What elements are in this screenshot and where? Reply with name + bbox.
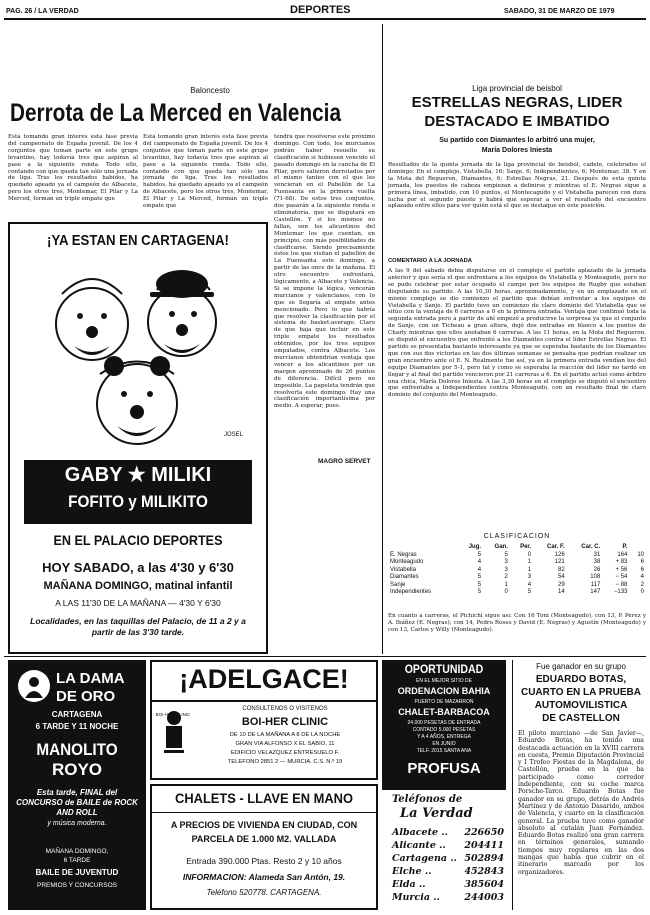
classification-header-cell: Per. [520,544,532,550]
classification-cell: 121 [554,559,565,565]
beisbol-section-label: Liga provincial de beisbol [472,84,562,93]
adelgace-hours: DE 10 DE LA MAÑANA A 8 DE LA NOCHE [229,732,341,738]
dama-artist1: MANOLITO [36,740,118,759]
chalets-rule [152,812,376,813]
telefono-city: Elche .. [392,866,432,877]
basket-body-col1b: Está tomando gran interés esta fase previa del campeonato de España juvenil. De los 4 conjuntos que toman parte en este grupo levantino, hay todavía tres que aspiran al pase a la siguiente ronda. Todo ello, contando con que queda tan sólo una jornada de liga. Tras los resultados habidos, ha quedado apeado ya el campeón de Albacete, pero los otros tres, Montemar, El Pilar y La Merced, forman un triple empate que [143,134,268,210]
chalets-ad [150,784,378,910]
classification-cell: Monteagudo [390,559,424,565]
botas-divider [512,660,513,910]
classification-header-cell [388,544,458,552]
circus-tickets: Localidades, en las taquillas del Palacio, de 11 a 2 y a partir de las 3'30 tarde. [30,616,246,637]
telefono-city: Cartagena .. [392,853,457,864]
classification-cell: 117 [590,581,601,588]
bottom-band-rule [4,656,646,657]
telefono-number: 226650 [464,827,504,838]
classification-cell: 5 [477,574,482,580]
basket-section-label: Baloncesto [190,86,230,95]
chalets-line1: A PRECIOS DE VIVIENDA EN CIUDAD, CON [170,820,358,830]
page-date: SABADO, 31 DE MARZO DE 1979 [504,8,615,15]
telefono-number: 204411 [464,840,504,851]
telefono-row [392,826,504,839]
classification-header-row [388,544,646,552]
adelgace-headline: ¡ADELGACE! [179,664,349,694]
classification-row [388,589,646,597]
classification-header-cell: Gan. [494,544,508,550]
circus-schedule: HOY SABADO, a las 4'30 y 6'30 [42,560,234,575]
circus-sunday-times: A LAS 11'30 DE LA MAÑANA — 4'30 Y 6'30 [55,598,221,608]
classification-row [388,552,646,560]
column-divider [382,24,383,654]
telefono-number: 502894 [464,853,504,864]
classification-cell: − 88 [615,581,628,588]
telefonos-list [392,826,504,904]
oport-h1: OPORTUNIDAD [404,662,484,676]
dama-sunday3: BAILE DE JUVENTUD [35,868,119,877]
classification-header-cell: Car. F. [546,544,565,550]
beisbol-sub1: Su partido con Diamantes lo arbitró una mujer, [439,137,595,144]
classification-cell: 4 [477,566,482,573]
beisbol-footer: En cuanto a carreras, el Pichichi sigue así: Con 16 Toni (Monteagudo), con 13, P. Pérez y A. Ibáñez (E. Negras); con 14, Pedro Roses y David (E. Negras) y Agustín (Monteagudo) y con 13, Carlos y Willy (Monteagudo). [388,613,646,633]
classification-cell: 164 [617,551,628,558]
classification-cell: 4 [640,574,644,580]
dama-artist2: ROYO [51,760,103,779]
classification-cell: Sanje [390,581,406,588]
classification-cell: 0 [527,551,532,558]
classification-header-cell: Car. C. [581,544,601,550]
classification-cell: 5 [477,551,482,558]
classification-table [388,544,646,597]
circus-ad [8,222,268,654]
dama-de-oro-ad [8,660,146,910]
telefono-number: 452843 [464,866,504,877]
classification-cell: 5 [477,589,482,595]
circus-names-line1: GABY ★ MILIKI [64,464,212,486]
botas-h4: DE CASTELLON [542,713,620,724]
botas-kicker: Fue ganador en su grupo [536,662,626,671]
classification-cell: Vistabella [390,566,416,573]
clowns-illustration [32,254,244,454]
telefonos-box [388,794,504,910]
oport-h2: EN EL MEJOR SITIO DE [416,678,472,684]
classification-header-cell: P. [622,544,628,550]
classification-cell: 3 [504,566,508,573]
classification-cell: + 56 [615,566,628,573]
beisbol-class-title: CLASIFICACION [483,533,551,540]
clown-face-bottom [97,364,177,444]
adelgace-phone: TELEFONO 2851 2 — MURCIA. C.S. N.º 19 [227,759,343,765]
dama-contest: Esta tarde, FINAL del CONCURSO de BAILE de ROCK AND ROLL [16,788,138,817]
adelgace-clinic: BOI-HER CLINIC [241,716,329,728]
classification-cell: 1 [527,566,532,573]
dama-sunday1: MAÑANA DOMINGO, [45,848,109,855]
botas-body: El piloto murciano —de San Javier—, Eduardo Botas, ha tenido una destacada actuación en la XVIII carrera en cuesta, Premio Diputación Provincial y I Trofeo Fiestas de la Magdalena, de Castellón, prueba en la que ha participado como corredor independiente, con su coche marca Porsche-Tarco. Eduardo Botas fue ganador en su grupo, detrás de Andrés Martínez y de Antonio Dasarido, ambos de Valencia, y cuarto en la clasificación general. La prueba tuvo como ganador absoluto al catalán Juan Fernández. Eduardo Botas realizó una gran carrera en términos generales, sumando tiempos muy regulares en las dos mangas que había que cubrir en el itinerario marcado por los organizadores. [518,730,644,876]
classification-cell: 0 [504,589,508,595]
telefono-row [392,865,504,878]
classification-cell: 4 [527,581,532,588]
telefono-city: Alicante .. [392,840,446,851]
basket-byline: MAGRO SERVET [318,458,371,465]
classification-cell: 5 [504,551,508,558]
basket-body-col1: Está tomando gran interés esta fase previa del campeonato de España juvenil. De los 4 conjuntos que toman parte en este grupo levantino, hay todavía tres que aspiran al pase a la siguiente ronda. Todo ello, contando con que queda tan sólo una jornada de liga. Tras los resultados habidos, ha quedado apeado ya el campeón de Albacete, pero los otros tres, Montemar, El Pilar y La Merced, forman un triple empate que [8,134,138,203]
classification-cell: − 54 [615,574,628,580]
dama-times: 6 TARDE Y 11 NOCHE [35,722,119,731]
circus-names-line2: FOFITO y MILIKITO [68,492,208,511]
oport-h3: ORDENACION BAHIA [397,686,491,696]
telefono-city: Albacete .. [392,827,448,838]
classification-cell: + 83 [615,559,628,565]
beisbol-sub2: María Dolores Iniesta [481,147,553,154]
dama-title2: DE ORO [56,688,116,705]
oport-h8: Y A 4 AÑOS, ENTREGA [417,734,471,740]
botas-h3: AUTOMOVILISTICA [534,700,628,711]
classification-cell: 126 [554,551,565,558]
beisbol-intro: Resultados de la quinta jornada de la liga provincial de beisbol, cadete, celebrados el domingo: En el complejo, Vistabella, 16; Sanje, 6; Independientes, 6; Montemar, 38. Y en la Mota del Regueron, Diamantes, 6; Estrellas Negras, 21. Después de esta quinta jornada, los puestos de cabeza empiezan a definirse y mientras el E. Negras sigue a primera línea, imbatido, con 10 puntos, el Montecagudo y el Vistabella parecen con dura lucha por el segundo puesto y habrá que esperar a ver el resultado del encuentro aplazado entre ellos para ver quién está el que se destaque en este posición. [388,162,646,210]
adelgace-rule [152,700,376,702]
section-title: DEPORTES [290,4,351,16]
telefono-row [392,839,504,852]
circus-headline: ¡YA ESTAN EN CARTAGENA! [47,232,229,249]
classification-cell: 4 [477,559,482,565]
classification-cell: 14 [557,589,565,595]
oportunidad-ad [382,660,506,790]
classification-cell: 3 [504,559,508,565]
circus-venue: EN EL PALACIO DEPORTES [53,532,223,548]
boi-her-logo-text: BOI-HER CLINIC [155,712,191,717]
classification-cell: 31 [593,551,601,558]
page-number: PAG. 26 / LA VERDAD [6,8,79,15]
classification-cell: −133 [613,589,628,595]
classification-row [388,582,646,590]
telefonos-title: Teléfonos de [392,794,463,805]
classification-cell: 1 [527,559,532,565]
telefono-number: 385604 [464,879,504,890]
chalets-phone: Teléfono 520778. CARTAGENA. [206,888,322,897]
chalets-headline: CHALETS - LLAVE EN MANO [175,790,353,806]
basket-headline: Derrota de La Merced en Valencia [10,99,341,127]
adelgace-addr2: EDIFICIO VELAZQUEZ ENTRESUELO F. [230,750,340,756]
chalets-info: INFORMACION: Alameda San Antón, 19. [182,872,346,882]
classification-cell: Diamantes [390,574,419,580]
oport-h10: TELF. 2015 SANTA ANA [416,748,472,754]
telefono-number: 244003 [464,892,504,903]
classification-cell: 82 [557,566,565,573]
dama-title1: LA DAMA [56,670,125,687]
classification-cell: 38 [593,559,601,565]
beisbol-comment: A las 9 del sábado debía disputarse en el complejo el partido aplazado de la jornada anterior y que sería el que enfrentara a los equipos de Vistabella y Monteagudo, pero no se pudo celebrar por estar ocupado el campo por los equipos de Rugby que estaban disputando su partido. A las 10,30 horas, aproximadamente, y en un emplazado en el mismo complejo se dio comienzo el partido que debían enfrentar a los equipos de Vistabella y Sanje. El partido tuvo un comienzo de claro dominio del Vistabella que se sitúo con la ventaja de 6 carreras a 0 en la primera entrada. Ventaja que continuó toda la segunda entrada pero a partir de ahí empezó a producirse la sorpresa ya que el conjunto de Sanje, con un Ticheau a gran altura, dejó dos entradas en blanco a los puntos de Charly mientras que ellos anotaban 6 carreras. A las 11 horas, en la Mota del Regueron, se disputó el encuentro que enfrentó a los Diamantes contra el líder Estrellas Negras. El partido se presentaba bastante interesante ya que se esperaba bastante de los Diamantes que con sus dos victorias en las dos últimas semanas se pensaba que podrían realizar un gran encuentro ante el E. N. Realmente fue así, ya en la primera entrada vendían los del equipo Diamantes por 5-1, pero tal y como se esperaba la reacción del líder no tardó en llegar y al final del partido vencieron por 21 carreras a 6. En el partido actuó como árbitro una chica, María Dolores Iniesta. A las 3,30 horas en el complejo se disputó el encuentro que enfrentaba a Independientes contra Monteagudo, con un resultado final de claro dominio del conjunto del Monteagudo. [388,268,646,399]
classification-cell: 3 [527,574,532,580]
classification-cell: 6 [640,559,644,565]
telefono-row [392,891,504,904]
adelgace-addr1: GRAN VIA ALFONSO X EL SABIO, 11 [235,741,335,747]
telefono-city: Murcia .. [392,892,440,903]
classification-cell: 0 [640,589,644,595]
telefono-row [392,852,504,865]
basket-body-col2: tendrá que resolverse este próximo domingo. Con todo, los murcianos podrán haber resuelto su clasificación si hubiesen vencido el pasado domingo en la cancha de El Pilar, pero salieron derrotados por el mismo tanteo con el que les vencieran en el Pabellón de La Fuensanta en la primera vuelta (71-68). De estos tres conjuntos, dos pasarán a la siguiente ronda o eliminatoria, que se disputará en Castellón. Y si los mismos no fallan, son los alicantinos del Montemar los que cuentan, en principio, con más posibilidades de clasificarse. Siendo precisamente éstos los que visitan el pabellón de La Fuensanta este domingo, a partir de las once de la mañana. El otro encuentro enfrentará, lógicamente, a Albacete y Valencia. Si se impone la lógica, vencerán murcianos y valencianos, con lo que se llegaría al empate antes mencionado. Pero lo que habría que resolver la clasificación por el sistema de basket-average. Claro de que baja que incluir en este triple empate los resultados obtenidos, por los tres equipos empatados, contra Albacete. Los murcianos obtendrían ventaja que vencer a los alicantinos por un margen aproximado de 26 puntos de diferencia. Difícil pero no imposible. La papeleta tendrán que resolverla este domingo. Hay una clasificación importantísima por medio. A esperar, pues. [274,134,375,410]
oport-h4: PUERTO DE MAZARRON [414,699,474,705]
adelgace-ad [150,660,378,780]
telefonos-paper: La Verdad [400,806,473,821]
classification-cell: 5 [477,581,482,588]
telefono-city: Elda .. [392,879,426,890]
classification-cell: 54 [557,574,565,580]
telefono-row [392,878,504,891]
classification-cell: 6 [640,566,644,573]
classification-row [388,574,646,582]
clown-face-left [56,288,128,360]
classification-row [388,567,646,575]
circus-names-banner [24,460,252,524]
circus-sunday: MAÑANA DOMINGO, matinal infantil [43,580,233,592]
illustrator-signature: JOSEL [224,432,244,438]
header-rule [4,18,646,20]
oport-h5: CHALET-BARBACOA [398,707,490,717]
beisbol-headline1: ESTRELLAS NEGRAS, LIDER [411,94,623,111]
classification-cell: E. Negras [390,551,417,558]
clown-face-right [148,288,216,356]
chalets-entrada: Entrada 390.000 Ptas. Resto 2 y 10 años [186,856,342,866]
dama-prizes: PREMIOS Y CONCURSOS [37,882,117,889]
classification-cell: 147 [590,589,601,595]
classification-header-cell: Jug. [468,544,482,550]
classification-cell: 108 [590,574,601,580]
classification-row [388,559,646,567]
beisbol-comment-title: COMENTARIO A LA JORNADA [388,258,472,264]
classification-cell: 2 [640,581,644,588]
oport-h6: 24.000 PESETAS DE ENTRADA [407,720,481,726]
chalets-line2: PARCELA DE 1.000 M2. VALLADA [191,834,337,844]
botas-h2: CUARTO EN LA PRUEBA [520,687,641,698]
dama-sunday2: 6 TARDE [63,857,91,864]
botas-h1: EDUARDO BOTAS, [535,674,627,685]
dama-music: y música moderna. [47,820,107,827]
classification-cell: 26 [593,566,601,573]
dama-logo-icon [16,668,52,704]
classification-cell: 29 [557,581,565,588]
oport-brand: PROFUSA [407,760,481,777]
beisbol-headline2: DESTACADO E IMBATIDO [424,113,610,130]
dama-city: CARTAGENA [51,710,103,719]
oport-h7: CONTADO 5.000 PESETAS [412,727,476,733]
classification-cell: Independientes [390,589,432,595]
classification-cell: 5 [527,589,532,595]
adelgace-sub: CONSULTENOS O VISITENOS [242,706,328,712]
classification-cell: 10 [637,551,644,558]
oport-h9: EN JUNIO [432,741,456,747]
classification-cell: 2 [504,574,508,580]
classification-cell: 1 [504,581,508,588]
